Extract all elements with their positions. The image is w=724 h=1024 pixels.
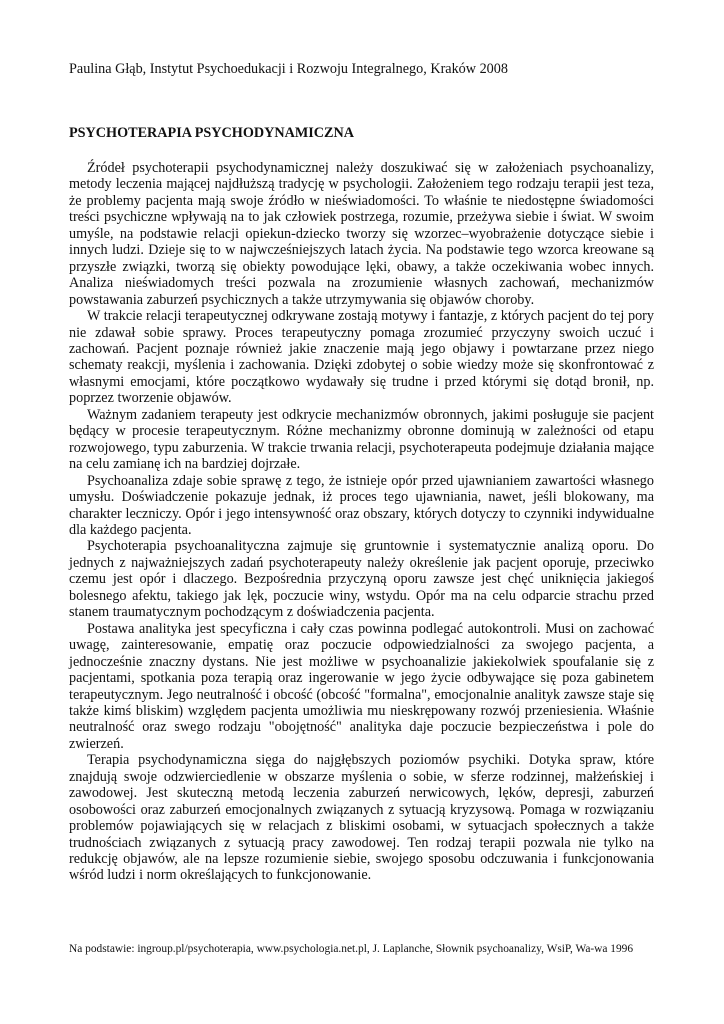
paragraph: Źródeł psychoterapii psychodynamicznej należy doszukiwać się w założeniach psychoanalizy, metody leczenia mającej najdłuższą tradycję w psychologii. Założeniem tego rodzaju terapii jest teza, że problemy pacjenta mają swoje źródło w nieświadomości. To właśnie te niedostępne świadomości treści psychiczne wpływają na to jak człowiek postrzega, rozumie, przeżywa siebie i świat. W swoim umyśle, na podstawie relacji opiekun-dziecko tworzy się wzorzec–wyobrażenie dotyczące siebie i innych ludzi. Dzieje się to w najwcześniejszych latach życia. Na podstawie tego wzorca kreowane są przyszłe związki, tworzą się obiekty powodujące lęki, obawy, a także oczekiwania wobec innych. Analiza nieświadomych treści pozwala na zrozumienie własnych zachowań, mechanizmów powstawania zaburzeń psychicznych a także utrzymywania się objawów choroby. [69, 160, 654, 308]
source-footnote: Na podstawie: ingroup.pl/psychoterapia, www.psychologia.net.pl, J. Laplanche, Słownik psychoanalizy, WsiP, Wa-wa 1996 [69, 943, 634, 955]
paragraph: Postawa analityka jest specyficzna i cały czas powinna podlegać autokontroli. Musi on zachować uwagę, zainteresowanie, empatię oraz poczucie odpowiedzialności za swojego pacjenta, a jednocześnie znaczny dystans. Nie jest możliwe w psychoanalizie jakiekolwiek spoufalanie się z pacjentami, spotkania poza terapią oraz ingerowanie w jego życie odbywające się poza gabinetem terapeutycznym. Jego neutralność i obcość (obcość "formalna", emocjonalnie analityk zawsze staje się także kimś bliskim) względem pacjenta umożliwia mu nieskrępowany rozwój przeniesienia. Właśnie neutralność oraz swego rodzaju "obojętność" analityka daje poczucie bezpieczeństwa i pole do zwierzeń. [69, 620, 654, 752]
paragraph: Psychoanaliza zdaje sobie sprawę z tego, że istnieje opór przed ujawnianiem zawartości własnego umysłu. Doświadczenie pokazuje jednak, iż proces tego ujawniania, nawet, jeśli blokowany, ma charakter leczniczy. Opór i jego intensywność oraz obszary, których dotyczy to czynniki indywidualne dla każdego pacjenta. [69, 472, 654, 538]
document-body [69, 160, 654, 884]
author-affiliation-line: Paulina Głąb, Instytut Psychoedukacji i Rozwoju Integralnego, Kraków 2008 [69, 61, 508, 77]
paragraph: W trakcie relacji terapeutycznej odkrywane zostają motywy i fantazje, z których pacjent do tej pory nie zdawał sobie sprawy. Proces terapeutyczny pomaga zrozumieć przyczyny swoich uczuć i zachowań. Pacjent poznaje również jakie znaczenie mają jego objawy i powtarzane przez niego schematy reakcji, myślenia i zachowania. Dzięki zdobytej o sobie wiedzy może się skonfrontować z własnymi emocjami, które początkowo wydawały się trudne i przed którymi się dotąd bronił, np. poprzez tworzenie objawów. [69, 308, 654, 407]
paragraph: Ważnym zadaniem terapeuty jest odkrycie mechanizmów obronnych, jakimi posługuje sie pacjent będący w procesie terapeutycznym. Różne mechanizmy obronne dominują w zależności od etapu rozwojowego, typu zaburzenia. W trakcie trwania relacji, psychoterapeuta podejmuje działania mające na celu zamianę ich na bardziej dojrzałe. [69, 406, 654, 473]
paragraph: Terapia psychodynamiczna sięga do najgłębszych poziomów psychiki. Dotyka spraw, które znajdują swoje odzwierciedlenie w obszarze myślenia o sobie, w sferze rodzinnej, małżeńskiej i zawodowej. Jest skuteczną metodą leczenia zaburzeń nerwicowych, lęków, depresji, zaburzeń osobowości oraz zaburzeń emocjonalnych związanych z sytuacją kryzysową. Pomaga w rozwiązaniu problemów pojawiających się w relacjach z bliskimi osobami, w sytuacjach społecznych a także trudnościach związanych z sytuacją pracy zawodowej. Ten rodzaj terapii pozwala nie tylko na redukcję objawów, ale na lepsze rozumienie siebie, swojego sposobu odczuwania i funkcjonowania wśród ludzi i norm określających to funkcjonowanie. [69, 752, 654, 884]
paragraph: Psychoterapia psychoanalityczna zajmuje się gruntownie i systematycznie analizą oporu. Do jednych z najważniejszych zadań psychoterapeuty należy określenie jak pacjent oporuje, przeciwko czemu jest opór i dlaczego. Bezpośrednia przyczyną oporu zawsze jest chęć uniknięcia jakiegoś bolesnego afektu, takiego jak lęk, poczucie winy, wstydu. Opór ma na celu odparcie strachu przed stanem traumatycznym pochodzącym z doświadczenia pacjenta. [69, 538, 654, 621]
document-title: PSYCHOTERAPIA PSYCHODYNAMICZNA [69, 125, 354, 141]
